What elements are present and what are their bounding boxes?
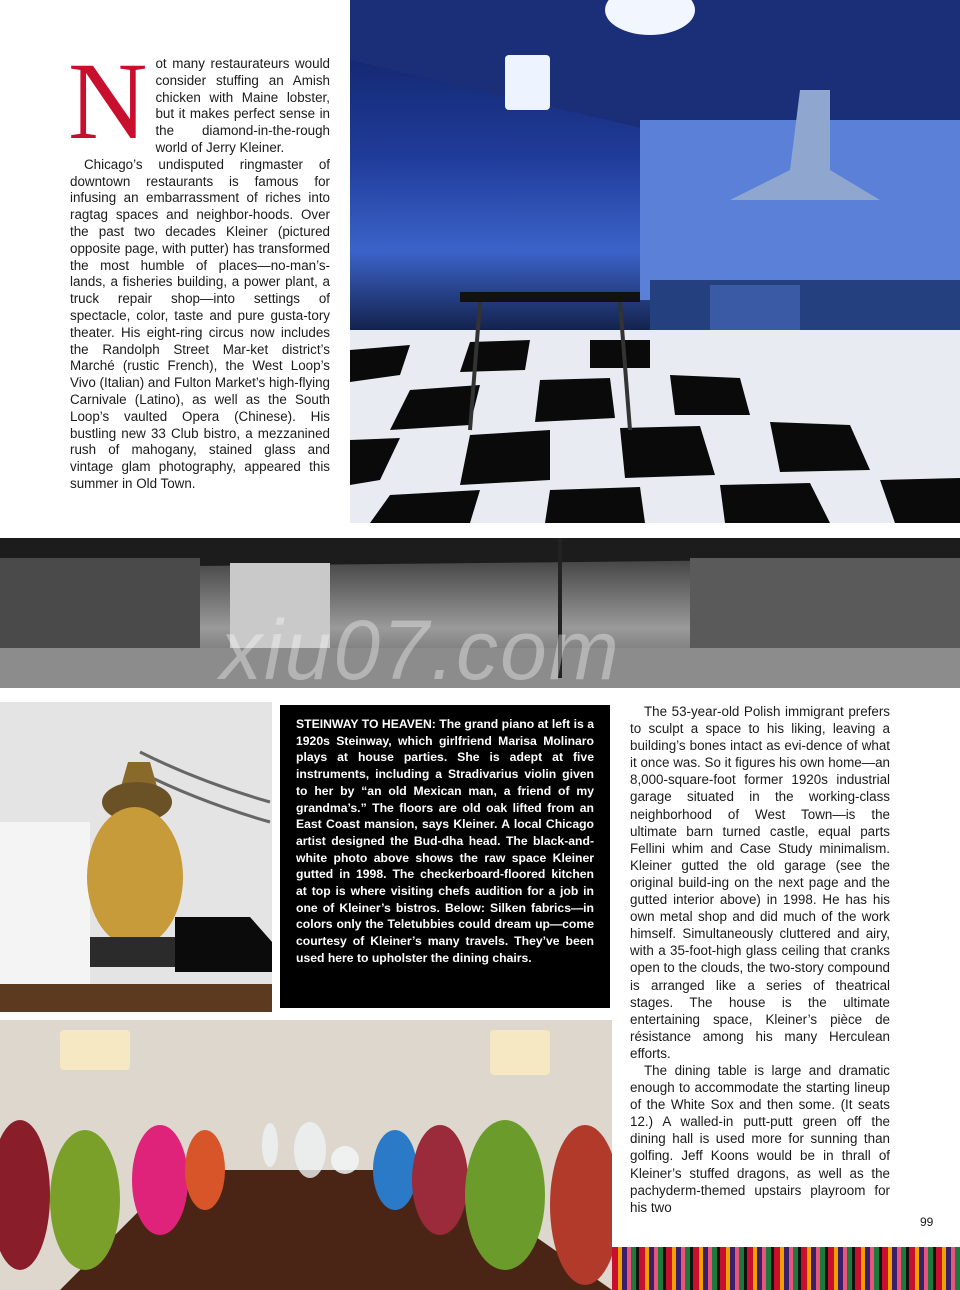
buddha-illustration [0, 702, 272, 1012]
watermark: xiu07.com [220, 603, 621, 697]
kitchen-illustration [350, 0, 960, 523]
dining-illustration [0, 1020, 612, 1290]
drop-cap: N [68, 40, 148, 162]
dining-room-photo [0, 1020, 612, 1290]
article-column-right [630, 703, 890, 1216]
article-paragraph-1: The 53-year-old Polish immigrant prefers to sculpt a space to his liking, leaving a building’s bones intact as evi-dence of what it once was. So it figures his own home—an 8,000-square-foot former 1920s industrial garage situated in the working-class neighborhood of West Town—is the ultimate barn turned castle, equal parts Fellini whim and Case Study minimalism. Kleiner gutted the old garage (see the original build-ing on the next page and the gutted interior above) in 1998. He has his own metal shop and did much of the work himself. Simultaneously cluttered and airy, with a 35-foot-high glass ceiling that cranks open to the clouds, the two-story compound is arranged like a series of theatrical stages. The house is the ultimate entertaining space, Kleiner’s pièce de résistance among his many Herculean efforts. [630, 704, 890, 1061]
intro-paragraph-2: Chicago’s undisputed ringmaster of downtown restaurants is famous for infusing an embarrassment of riches into ragtag spaces and neighbor-hoods. Over the past two decades Kleiner (pictured opposite page, with putter) has transformed the most humble of places—no-man’s-lands, a fisheries building, a power plant, a truck repair shop—into settings of spectacle, color, taste and pure gusta-tory theater. His eight-ring circus now includes the Randolph Street Mar-ket district’s Marché (rustic French), the West Loop’s Vivo (Italian) and Fulton Market’s high-flying Carnivale (Latino), as well as the South Loop’s vaulted Opera (Chinese). His bustling new 33 Club bistro, a mezzanined rush of mahogany, stained glass and vintage glam photography, appeared this summer in Old Town. [70, 156, 331, 491]
article-paragraph-2: The dining table is large and dramatic enough to accommodate the starting lineup of the White Sox and then some. (It seats 12.) A walled-in putt-putt green off the dining hall is used more for sunning than golfing. Jeff Koons would be in thrall of Kleiner’s stuffed dragons, as well as the pachyderm-themed upstairs playroom for his two [630, 1062, 890, 1215]
buddha-head-photo [0, 702, 272, 1012]
photo-caption: STEINWAY TO HEAVEN: The grand piano at left is a 1920s Steinway, which girlfriend Marisa Molinaro plays at house parties. She is adept at five instruments, including a Stradivarius violin given to her by “an old Mexican man, a friend of my grandma’s.” The floors are old oak lifted from an East Coast mansion, says Kleiner. A local Chicago artist designed the Bud-dha head. The black-and-white photo above shows the raw space Kleiner gutted in 1998. The checkerboard-floored kitchen at top is where visiting chefs audition for a job in one of Kleiner’s bistros. Below: Silken fabrics—in colors only the Teletubbies could dream up—come courtesy of Kleiner’s many travels. They’ve been used here to upholster the dining chairs. [296, 717, 594, 965]
decorative-stripe [612, 1247, 960, 1290]
intro-article-column [68, 40, 331, 493]
intro-paragraph-1: ot many restaurateurs would consider stuffing an Amish chicken with Maine lobster, but it makes perfect sense in the diamond-in-the-rough world of Jerry Kleiner. [155, 56, 330, 155]
page-number: 99 [920, 1215, 934, 1229]
kitchen-photo [350, 0, 960, 523]
